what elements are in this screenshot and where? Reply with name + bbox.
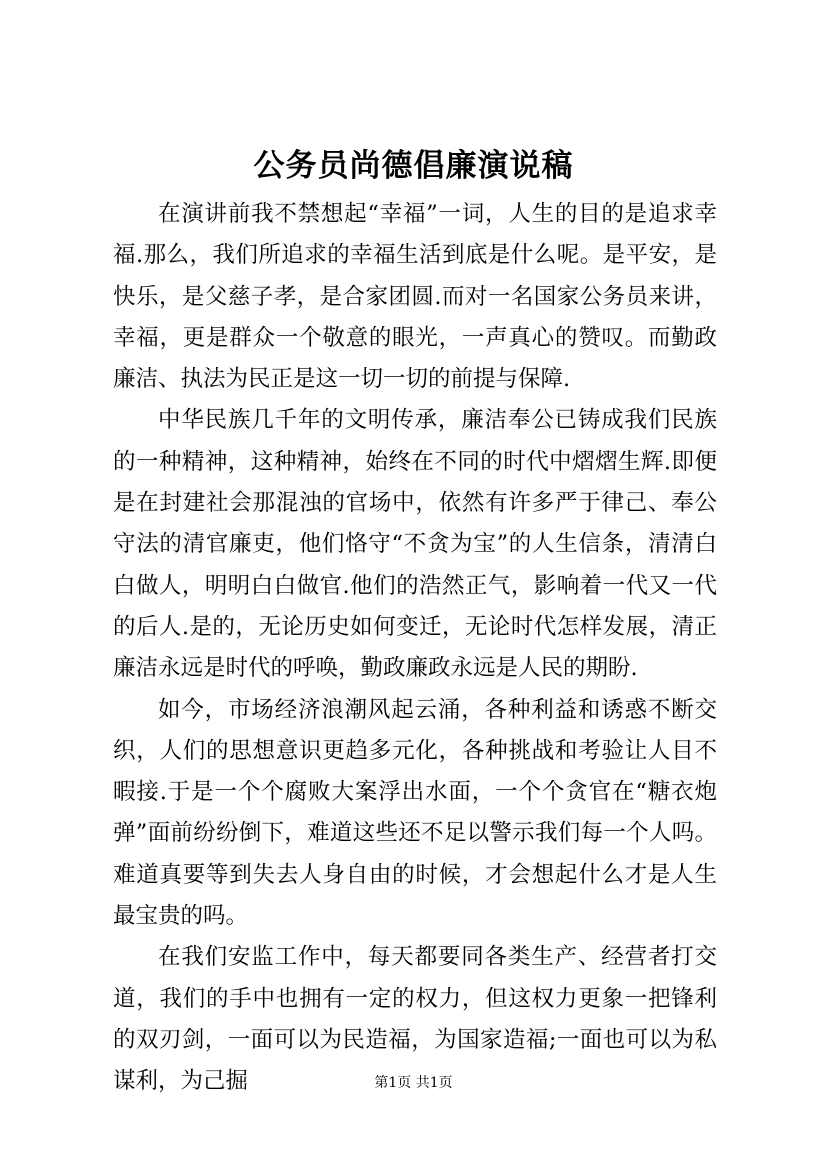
paragraph: 在我们安监工作中，每天都要同各类生产、经营者打交道，我们的手中也拥有一定的权力，但这权力更象一把锋利的双刃剑，一面可以为民造福，为国家造福;一面也可以为私谋利，为己掘	[113, 944, 717, 1095]
paragraph: 中华民族几千年的文明传承，廉洁奉公已铸成我们民族的一种精神，这种精神，始终在不同的时代中熠熠生辉.即便是在封建社会那混浊的官场中，依然有许多严于律己、奉公守法的清官廉吏，他们恪守“不贪为宝”的人生信条，清清白白做人，明明白白做官.他们的浩然正气，影响着一代又一代的后人.是的，无论历史如何变迁，无论时代怎样发展，清正廉洁永远是时代的呼唤，勤政廉政永远是人民的期盼.	[113, 407, 717, 682]
document-body	[113, 194, 717, 1103]
paragraph: 在演讲前我不禁想起“幸福”一词，人生的目的是追求幸福.那么，我们所追求的幸福生活到底是什么呢。是平安，是快乐，是父慈子孝，是合家团圆.而对一名国家公务员来讲，幸福，更是群众一个敬意的眼光，一声真心的赞叹。而勤政廉洁、执法为民正是这一切一切的前提与保障.	[113, 201, 717, 393]
document-title: 公务员尚德倡廉演说稿	[253, 148, 574, 184]
paragraph: 如今，市场经济浪潮风起云涌，各种利益和诱惑不断交织，人们的思想意识更趋多元化，各种挑战和考验让人目不暇接.于是一个个腐败大案浮出水面，一个个贪官在“糖衣炮弹”面前纷纷倒下，难道这些还不足以警示我们每一个人吗。难道真要等到失去人身自由的时候，才会想起什么才是人生最宝贵的吗。	[113, 696, 717, 930]
page-number-footer: 第1页 共1页	[374, 1075, 453, 1091]
